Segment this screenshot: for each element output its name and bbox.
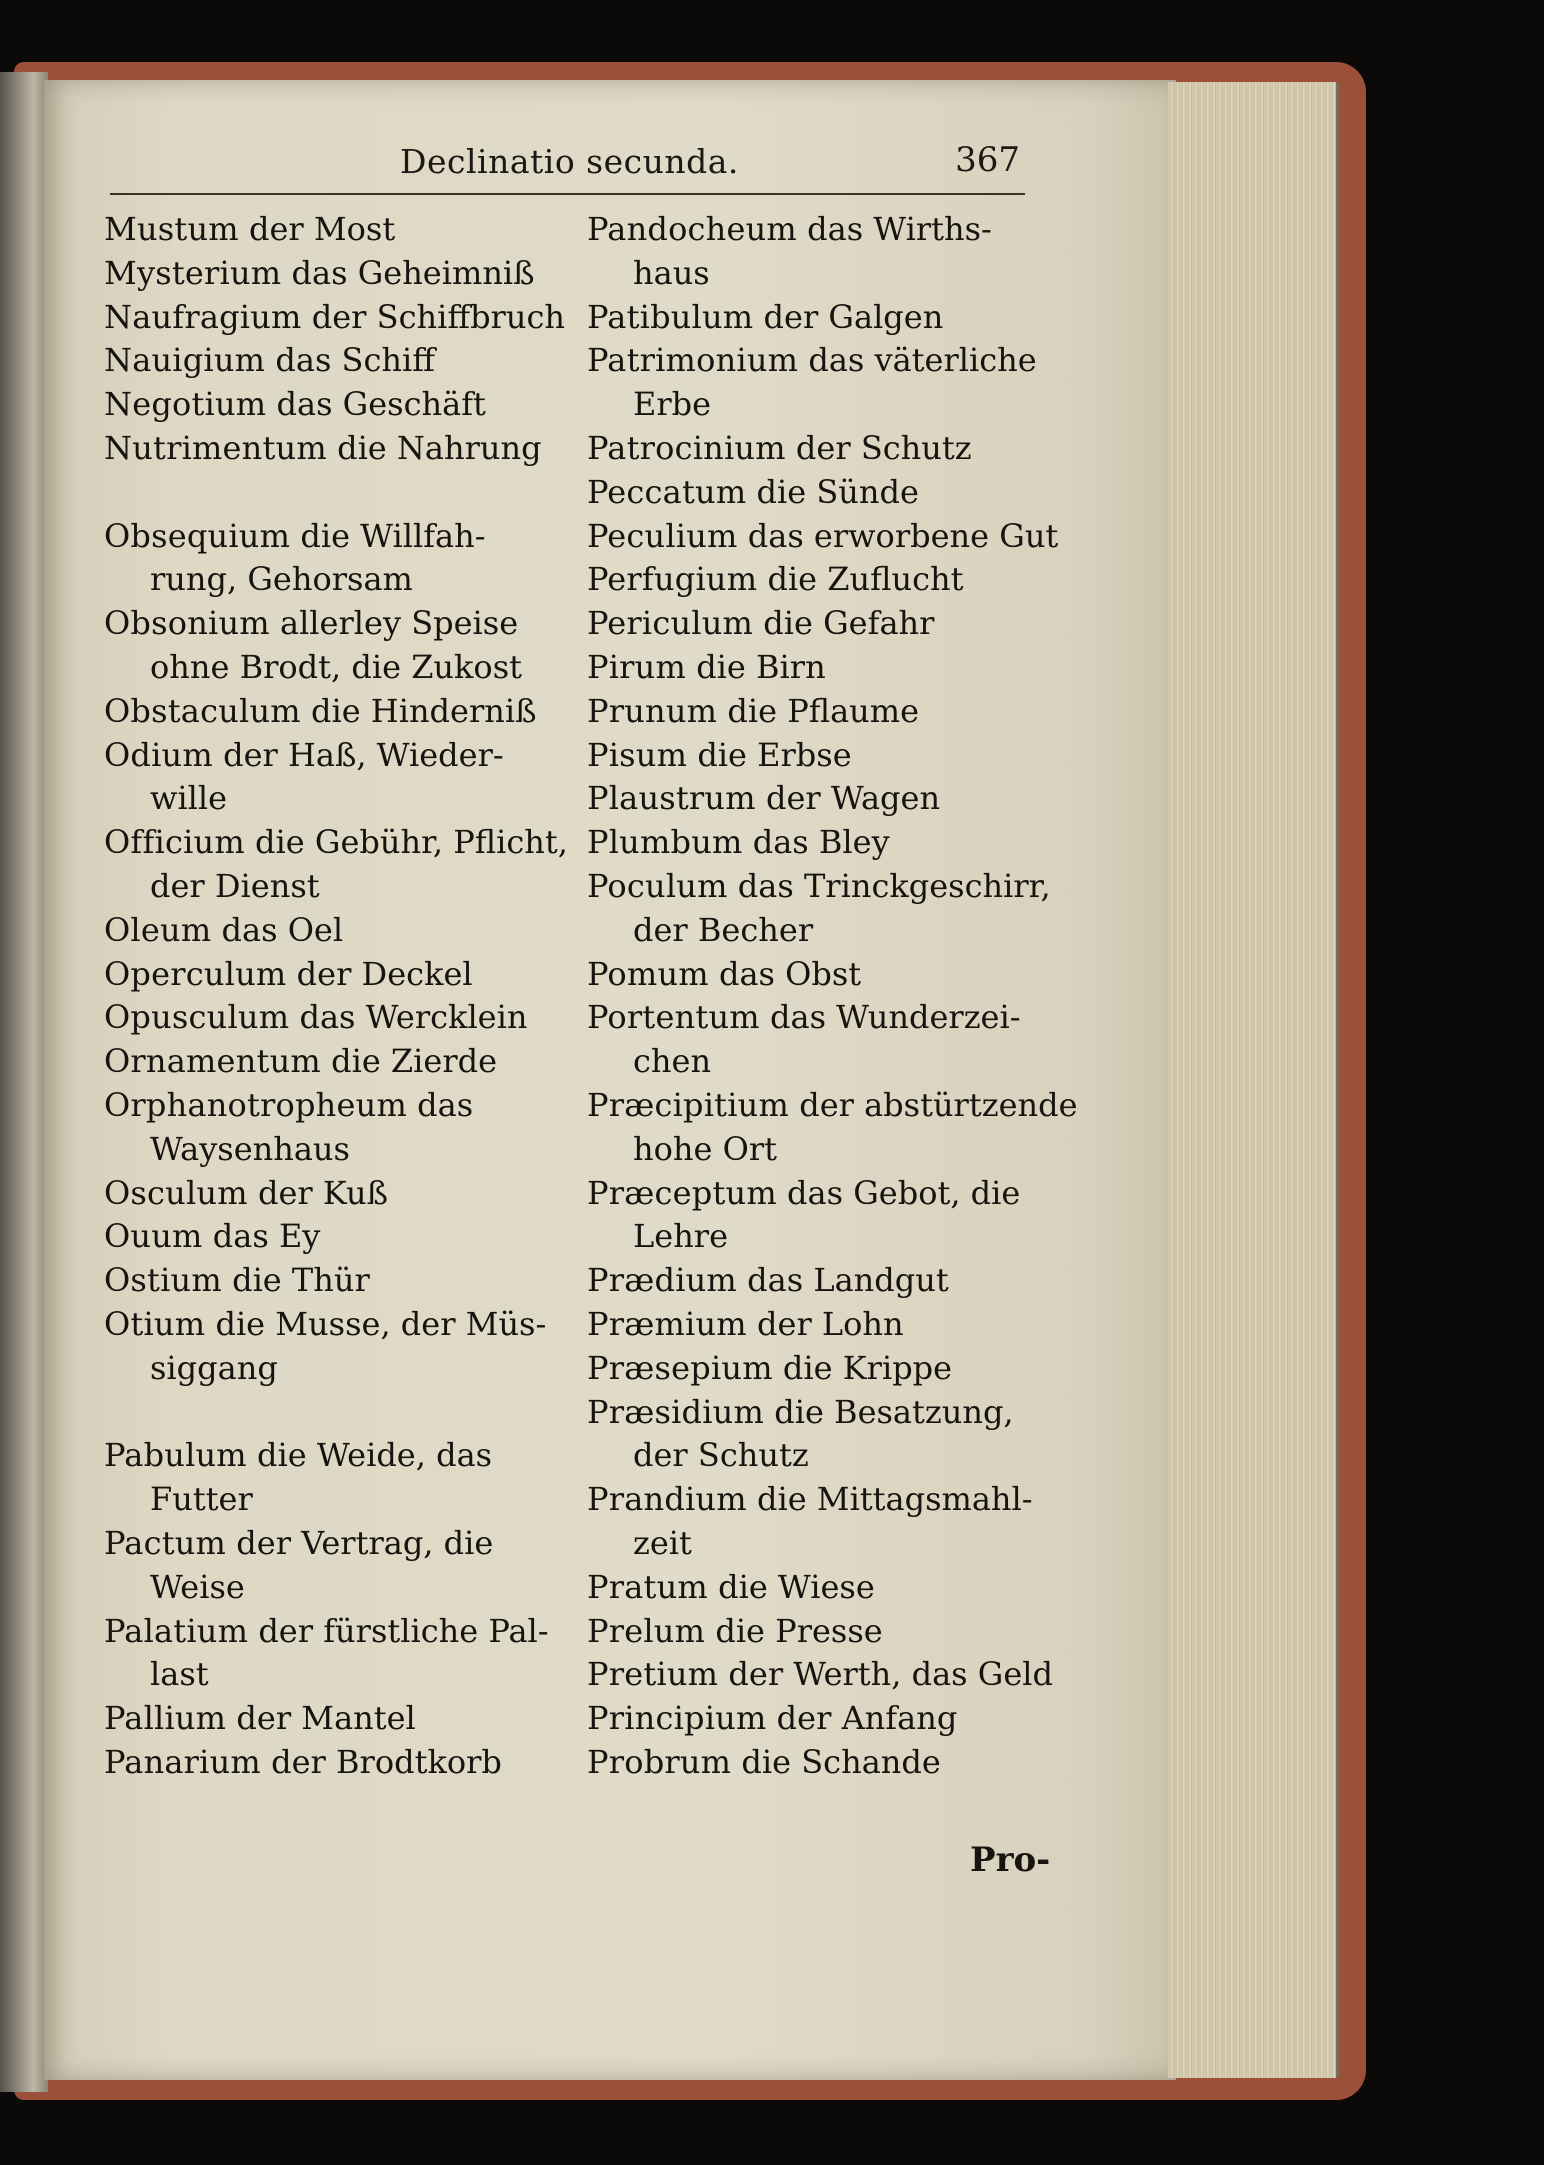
vocab-entry xyxy=(104,1303,574,1347)
latin-word: Mysterium xyxy=(104,253,282,292)
latin-word: Opusculum xyxy=(104,998,290,1037)
latin-word: Pretium xyxy=(587,1655,719,1694)
german-translation: das erworbene Gut xyxy=(747,516,1059,555)
vocab-entry xyxy=(587,1741,1057,1785)
header-title: Declinatio secunda. xyxy=(400,142,739,181)
german-translation: das Landgut xyxy=(747,1261,949,1300)
vocab-entry xyxy=(587,1697,1057,1741)
german-translation: die Gebühr, Pflicht, xyxy=(255,823,568,862)
latin-word: Præsepium xyxy=(587,1348,773,1387)
entry-continuation: hohe Ort xyxy=(633,1129,777,1168)
vocab-entry xyxy=(104,296,574,340)
german-translation: der Werth, das Geld xyxy=(728,1655,1053,1694)
german-translation: die Schande xyxy=(741,1742,941,1781)
vocab-entry xyxy=(587,1391,1057,1435)
entry-continuation: ohne Brodt, die Zukost xyxy=(150,647,522,686)
vocab-entry xyxy=(104,996,574,1040)
vocab-entry xyxy=(104,1434,574,1478)
vocab-entry xyxy=(587,953,1057,997)
vocab-entry xyxy=(587,1172,1057,1216)
german-translation: die Pflaume xyxy=(727,691,920,730)
latin-word: Peculium xyxy=(587,516,738,555)
vocab-entry xyxy=(587,1610,1057,1654)
german-translation: das Trinckgeschirr, xyxy=(737,866,1051,905)
german-translation: die Weide, das xyxy=(257,1436,493,1475)
latin-word: Prandium xyxy=(587,1480,747,1519)
header-rule xyxy=(110,193,1025,195)
german-translation: die Wiese xyxy=(718,1567,875,1606)
vocab-entry xyxy=(104,1215,574,1259)
vocab-entry xyxy=(587,646,1057,690)
latin-word: Otium xyxy=(104,1304,206,1343)
latin-word: Nauigium xyxy=(104,341,266,380)
entry-continuation: rung, Gehorsam xyxy=(150,560,413,599)
german-translation: das Oel xyxy=(221,910,344,949)
latin-word: Principium xyxy=(587,1699,767,1738)
german-translation: das väterliche xyxy=(808,341,1037,380)
vocab-entry xyxy=(104,690,574,734)
vocab-entry xyxy=(587,1347,1057,1391)
german-translation: der Schutz xyxy=(795,428,972,467)
german-translation: die Willfah- xyxy=(300,516,486,555)
latin-word: Nutrimentum xyxy=(104,428,327,467)
latin-word: Panarium xyxy=(104,1742,261,1781)
entry-continuation: der Schutz xyxy=(633,1436,809,1475)
page-fore-edge xyxy=(1168,82,1339,2078)
latin-word: Pallium xyxy=(104,1699,227,1738)
latin-word: Periculum xyxy=(587,604,754,643)
entry-continuation: Futter xyxy=(150,1480,253,1519)
latin-word: Palatium xyxy=(104,1611,249,1650)
german-translation: das Geschäft xyxy=(276,385,486,424)
german-translation: der fürstliche Pal- xyxy=(258,1611,549,1650)
latin-word: Negotium xyxy=(104,385,267,424)
entry-continuation: last xyxy=(150,1655,209,1694)
vocab-entry xyxy=(104,1522,574,1566)
german-translation: allerley Speise xyxy=(279,604,519,643)
latin-word: Plumbum xyxy=(587,823,743,862)
latin-word: Prelum xyxy=(587,1611,706,1650)
facing-page-edge xyxy=(0,72,48,2092)
vocab-entry xyxy=(587,427,1057,471)
vocab-entry xyxy=(587,777,1057,821)
german-translation: die Zuflucht xyxy=(767,560,964,599)
vocab-entry xyxy=(587,690,1057,734)
vocab-entry xyxy=(104,252,574,296)
vocab-entry xyxy=(587,471,1057,515)
vocab-entry xyxy=(587,339,1057,383)
german-translation: die Musse, der Müs- xyxy=(215,1304,547,1343)
german-translation: der Mantel xyxy=(236,1699,416,1738)
latin-word: Ornamentum xyxy=(104,1042,321,1081)
german-translation: der Lohn xyxy=(757,1304,904,1343)
vocab-entry xyxy=(104,909,574,953)
vocab-entry xyxy=(104,734,574,778)
german-translation: der Schiffbruch xyxy=(311,297,565,336)
latin-word: Pactum xyxy=(104,1523,227,1562)
german-translation: das Geheimniß xyxy=(291,253,535,292)
vocab-entry xyxy=(104,602,574,646)
entry-continuation: Waysenhaus xyxy=(150,1129,350,1168)
german-translation: die Krippe xyxy=(782,1348,953,1387)
vocab-entry xyxy=(104,208,574,252)
german-translation: der Vertrag, die xyxy=(236,1523,494,1562)
vocab-entry xyxy=(587,1478,1057,1522)
latin-word: Patibulum xyxy=(587,297,754,336)
latin-word: Odium xyxy=(104,735,213,774)
german-translation: die Birn xyxy=(696,647,826,686)
latin-word: Officium xyxy=(104,823,245,862)
latin-word: Obstaculum xyxy=(104,691,301,730)
german-translation: der Brodtkorb xyxy=(271,1742,502,1781)
vocab-entry xyxy=(104,383,574,427)
german-translation: die Hinderniß xyxy=(310,691,537,730)
entry-continuation: wille xyxy=(150,779,228,818)
latin-word: Pisum xyxy=(587,735,688,774)
german-translation: das Bley xyxy=(752,823,890,862)
german-translation: die Sünde xyxy=(756,472,919,511)
german-translation: das Obst xyxy=(718,954,862,993)
latin-word: Mustum xyxy=(104,210,239,248)
german-translation: das Schiff xyxy=(275,341,435,380)
german-translation: der Deckel xyxy=(296,954,473,993)
vocab-entry xyxy=(587,296,1057,340)
latin-word: Præsidium xyxy=(587,1392,765,1431)
vocab-entry xyxy=(587,1566,1057,1610)
vocab-entry xyxy=(104,427,574,471)
german-translation: das xyxy=(417,1085,474,1124)
german-translation: die Zierde xyxy=(331,1042,498,1081)
latin-word: Pomum xyxy=(587,954,709,993)
latin-word: Pabulum xyxy=(104,1436,247,1475)
vocab-entry xyxy=(104,1697,574,1741)
latin-word: Portentum xyxy=(587,998,760,1037)
running-header xyxy=(400,138,1040,188)
latin-word: Patrocinium xyxy=(587,428,786,467)
vocab-entry xyxy=(587,1653,1057,1697)
latin-word: Naufragium xyxy=(104,297,302,336)
latin-word: Ouum xyxy=(104,1217,203,1256)
latin-word: Ostium xyxy=(104,1261,222,1300)
german-translation: der Galgen xyxy=(763,297,944,336)
vocab-entry xyxy=(104,953,574,997)
entry-continuation: der Dienst xyxy=(150,866,320,905)
entry-continuation: Weise xyxy=(150,1567,245,1606)
latin-word: Patrimonium xyxy=(587,341,799,380)
vocab-entry xyxy=(587,865,1057,909)
german-translation: der Wagen xyxy=(765,779,941,818)
german-translation: die Mittagsmahl- xyxy=(756,1480,1033,1519)
latin-word: Pratum xyxy=(587,1567,708,1606)
latin-word: Operculum xyxy=(104,954,287,993)
german-translation: das Gebot, die xyxy=(787,1173,1021,1212)
german-translation: der abstürtzende xyxy=(799,1085,1078,1124)
vocab-entry xyxy=(104,1172,574,1216)
latin-word: Perfugium xyxy=(587,560,758,599)
german-translation: das Ey xyxy=(212,1217,321,1256)
german-translation: die Nahrung xyxy=(337,428,542,467)
vocab-entry xyxy=(587,1084,1078,1128)
german-translation: die Presse xyxy=(715,1611,883,1650)
latin-word: Prædium xyxy=(587,1261,737,1300)
vocab-entry xyxy=(587,558,1057,602)
vocab-entry xyxy=(587,821,1057,865)
german-translation: der Kuß xyxy=(257,1173,389,1212)
german-translation: das Wirths- xyxy=(807,210,992,248)
latin-word: Præceptum xyxy=(587,1173,777,1212)
entry-continuation: Lehre xyxy=(633,1217,729,1256)
vocab-entry xyxy=(104,1259,574,1303)
section-gap xyxy=(104,1391,574,1435)
vocab-entry xyxy=(104,1084,574,1128)
vocab-entry xyxy=(587,1259,1057,1303)
german-translation: die Besatzung, xyxy=(774,1392,1014,1431)
latin-word: Pandocheum xyxy=(587,210,797,248)
latin-word: Pirum xyxy=(587,647,687,686)
latin-word: Peccatum xyxy=(587,472,747,511)
latin-word: Osculum xyxy=(104,1173,248,1212)
german-translation: der Haß, Wieder- xyxy=(223,735,504,774)
entry-continuation: chen xyxy=(633,1042,712,1081)
latin-word: Plaustrum xyxy=(587,779,756,818)
vocab-entry xyxy=(587,996,1057,1040)
vocab-entry xyxy=(104,1610,574,1654)
german-translation: die Erbse xyxy=(697,735,852,774)
vocab-entry xyxy=(104,339,574,383)
vocab-entry xyxy=(104,1741,574,1785)
german-translation: das Wunderzei- xyxy=(770,998,1021,1037)
page-number: 367 xyxy=(955,140,1020,180)
vocab-entry xyxy=(587,1303,1057,1347)
vocab-entry xyxy=(587,208,1057,252)
german-translation: der Most xyxy=(248,210,396,248)
left-column xyxy=(104,208,574,1785)
latin-word: Præcipitium xyxy=(587,1085,790,1124)
entry-continuation: der Becher xyxy=(633,910,814,949)
german-translation: das Wercklein xyxy=(299,998,528,1037)
entry-continuation: siggang xyxy=(150,1348,278,1387)
catchword: Pro- xyxy=(970,1840,1051,1880)
vocab-entry xyxy=(104,1040,574,1084)
vocab-entry xyxy=(587,515,1057,559)
latin-word: Prunum xyxy=(587,691,718,730)
latin-word: Orphanotropheum xyxy=(104,1085,407,1124)
german-translation: die Gefahr xyxy=(763,604,935,643)
latin-word: Præmium xyxy=(587,1304,747,1343)
vocab-entry xyxy=(104,515,574,559)
vocab-entry xyxy=(587,734,1057,778)
entry-continuation: Erbe xyxy=(633,385,712,424)
german-translation: der Anfang xyxy=(776,1699,958,1738)
section-gap xyxy=(104,471,574,515)
vocab-entry xyxy=(104,821,574,865)
latin-word: Obsequium xyxy=(104,516,291,555)
latin-word: Probrum xyxy=(587,1742,732,1781)
latin-word: Poculum xyxy=(587,866,728,905)
latin-word: Oleum xyxy=(104,910,212,949)
right-column xyxy=(587,208,1078,1785)
vocab-entry xyxy=(587,602,1057,646)
german-translation: die Thür xyxy=(232,1261,370,1300)
entry-continuation: zeit xyxy=(633,1523,692,1562)
latin-word: Obsonium xyxy=(104,604,270,643)
entry-continuation: haus xyxy=(633,253,710,292)
